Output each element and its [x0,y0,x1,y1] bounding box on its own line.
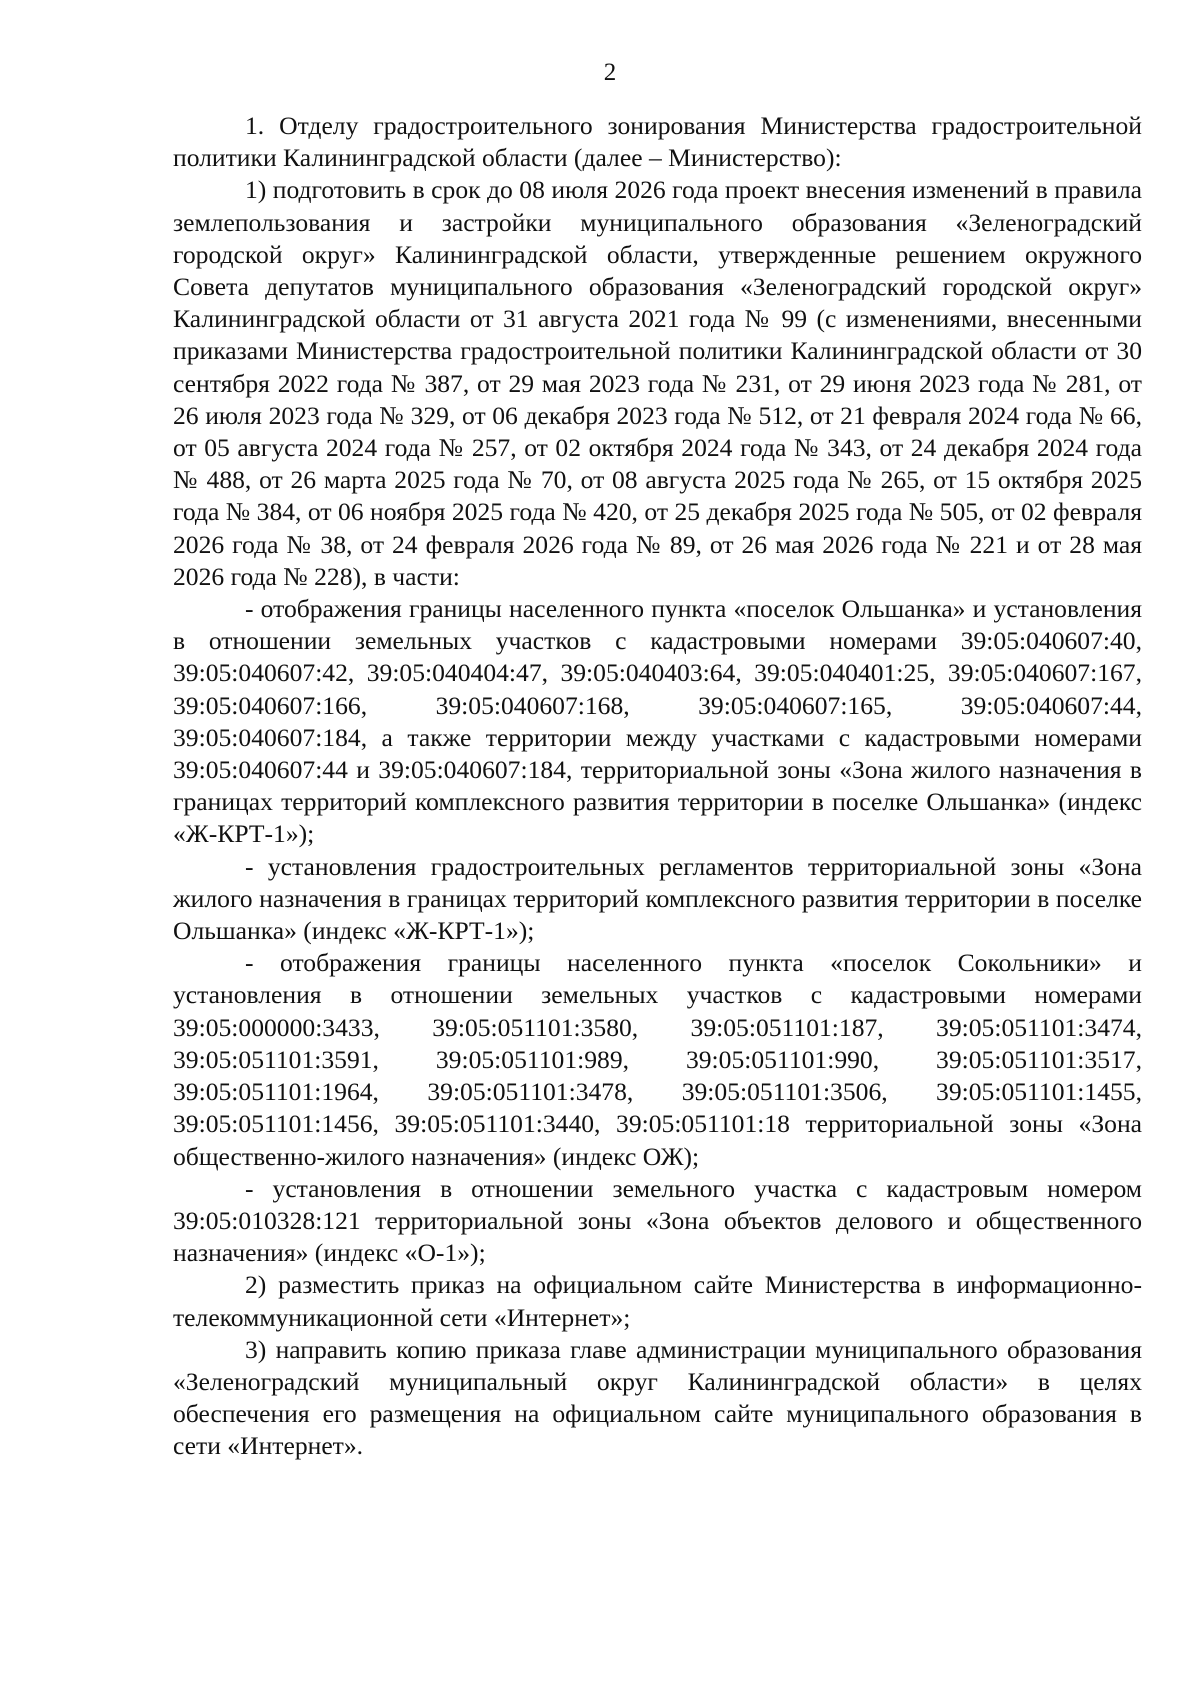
paragraph-item-land-plot-zone: - установления в отношении земельного участка с кадастровым номером 39:05:010328:121 территориальной зоны «Зона объектов делового и общественного назначения» (индекс «О-1»); [173,1173,1142,1268]
paragraph-1-3: 3) направить копию приказа главе администрации муниципального образования «Зеленоградский муниципальный округ Калининградской области» в целях обеспечения его размещения на официальном сайте муниципального образования в сети «Интернет». [173,1334,1142,1461]
paragraph-item-olshanka-regulations: - установления градостроительных регламентов территориальной зоны «Зона жилого назначения в границах территорий комплексного развития территории в поселке Ольшанка» (индекс «Ж-КРТ-1»); [173,851,1142,946]
paragraph-1-1: 1) подготовить в срок до 08 июля 2026 года проект внесения изменений в правила землепользования и застройки муниципального образования «Зеленоградский городской округ» Калининградской области, утвержденные решением окружного Совета депутатов муниципального образования «Зеленоградский городской округ» Калининградской области от 31 августа 2021 года № 99 (с изменениями, внесенными приказами Министерства градостроительной политики Калининградской области от 30 сентября 2022 года № 387, от 29 мая 2023 года № 231, от 29 июня 2023 года № 281, от 26 июля 2023 года № 329, от 06 декабря 2023 года № 512, от 21 февраля 2024 года № 66, от 05 августа 2024 года № 257, от 02 октября 2024 года № 343, от 24 декабря 2024 года № 488, от 26 марта 2025 года № 70, от 08 августа 2025 года № 265, от 15 октября 2025 года № 384, от 06 ноября 2025 года № 420, от 25 декабря 2025 года № 505, от 02 февраля 2026 года № 38, от 24 февраля 2026 года № 89, от 26 мая 2026 года № 221 и от 28 мая 2026 года № 228), в части: [173,175,1142,591]
paragraph-1: 1. Отделу градостроительного зонирования Министерства градостроительной политики Калининградской области (далее – Министерство): [173,111,1142,173]
document-body [173,110,1142,1463]
page-number: 2 [603,59,617,86]
paragraph-item-olshanka-boundary: - отображения границы населенного пункта «поселок Ольшанка» и установления в отношении земельных участков с кадастровыми номерами 39:05:040607:40, 39:05:040607:42, 39:05:040404:47, 39:05:040403:64, 39:05:040401:25, 39:05:040607:167, 39:05:040607:166, 39:05:040607:168, 39:05:040607:165, 39:05:040607:44, 39:05:040607:184, а также территории между участками с кадастровыми номерами 39:05:040607:44 и 39:05:040607:184, территориальной зоны «Зона жилого назначения в границах территорий комплексного развития территории в поселке Ольшанка» (индекс «Ж-КРТ-1»); [173,594,1142,849]
paragraph-item-sokolniki-boundary: - отображения границы населенного пункта «поселок Сокольники» и установления в отношении земельных участков с кадастровыми номерами 39:05:000000:3433, 39:05:051101:3580, 39:05:051101:187, 39:05:051101:3474, 39:05:051101:3591, 39:05:051101:989, 39:05:051101:990, 39:05:051101:3517, 39:05:051101:1964, 39:05:051101:3478, 39:05:051101:3506, 39:05:051101:1455, 39:05:051101:1456, 39:05:051101:3440, 39:05:051101:18 территориальной зоны «Зона общественно-жилого назначения» (индекс ОЖ); [173,948,1142,1171]
paragraph-1-2: 2) разместить приказ на официальном сайте Министерства в информационно-телекоммуникационной сети «Интернет»; [173,1270,1142,1332]
